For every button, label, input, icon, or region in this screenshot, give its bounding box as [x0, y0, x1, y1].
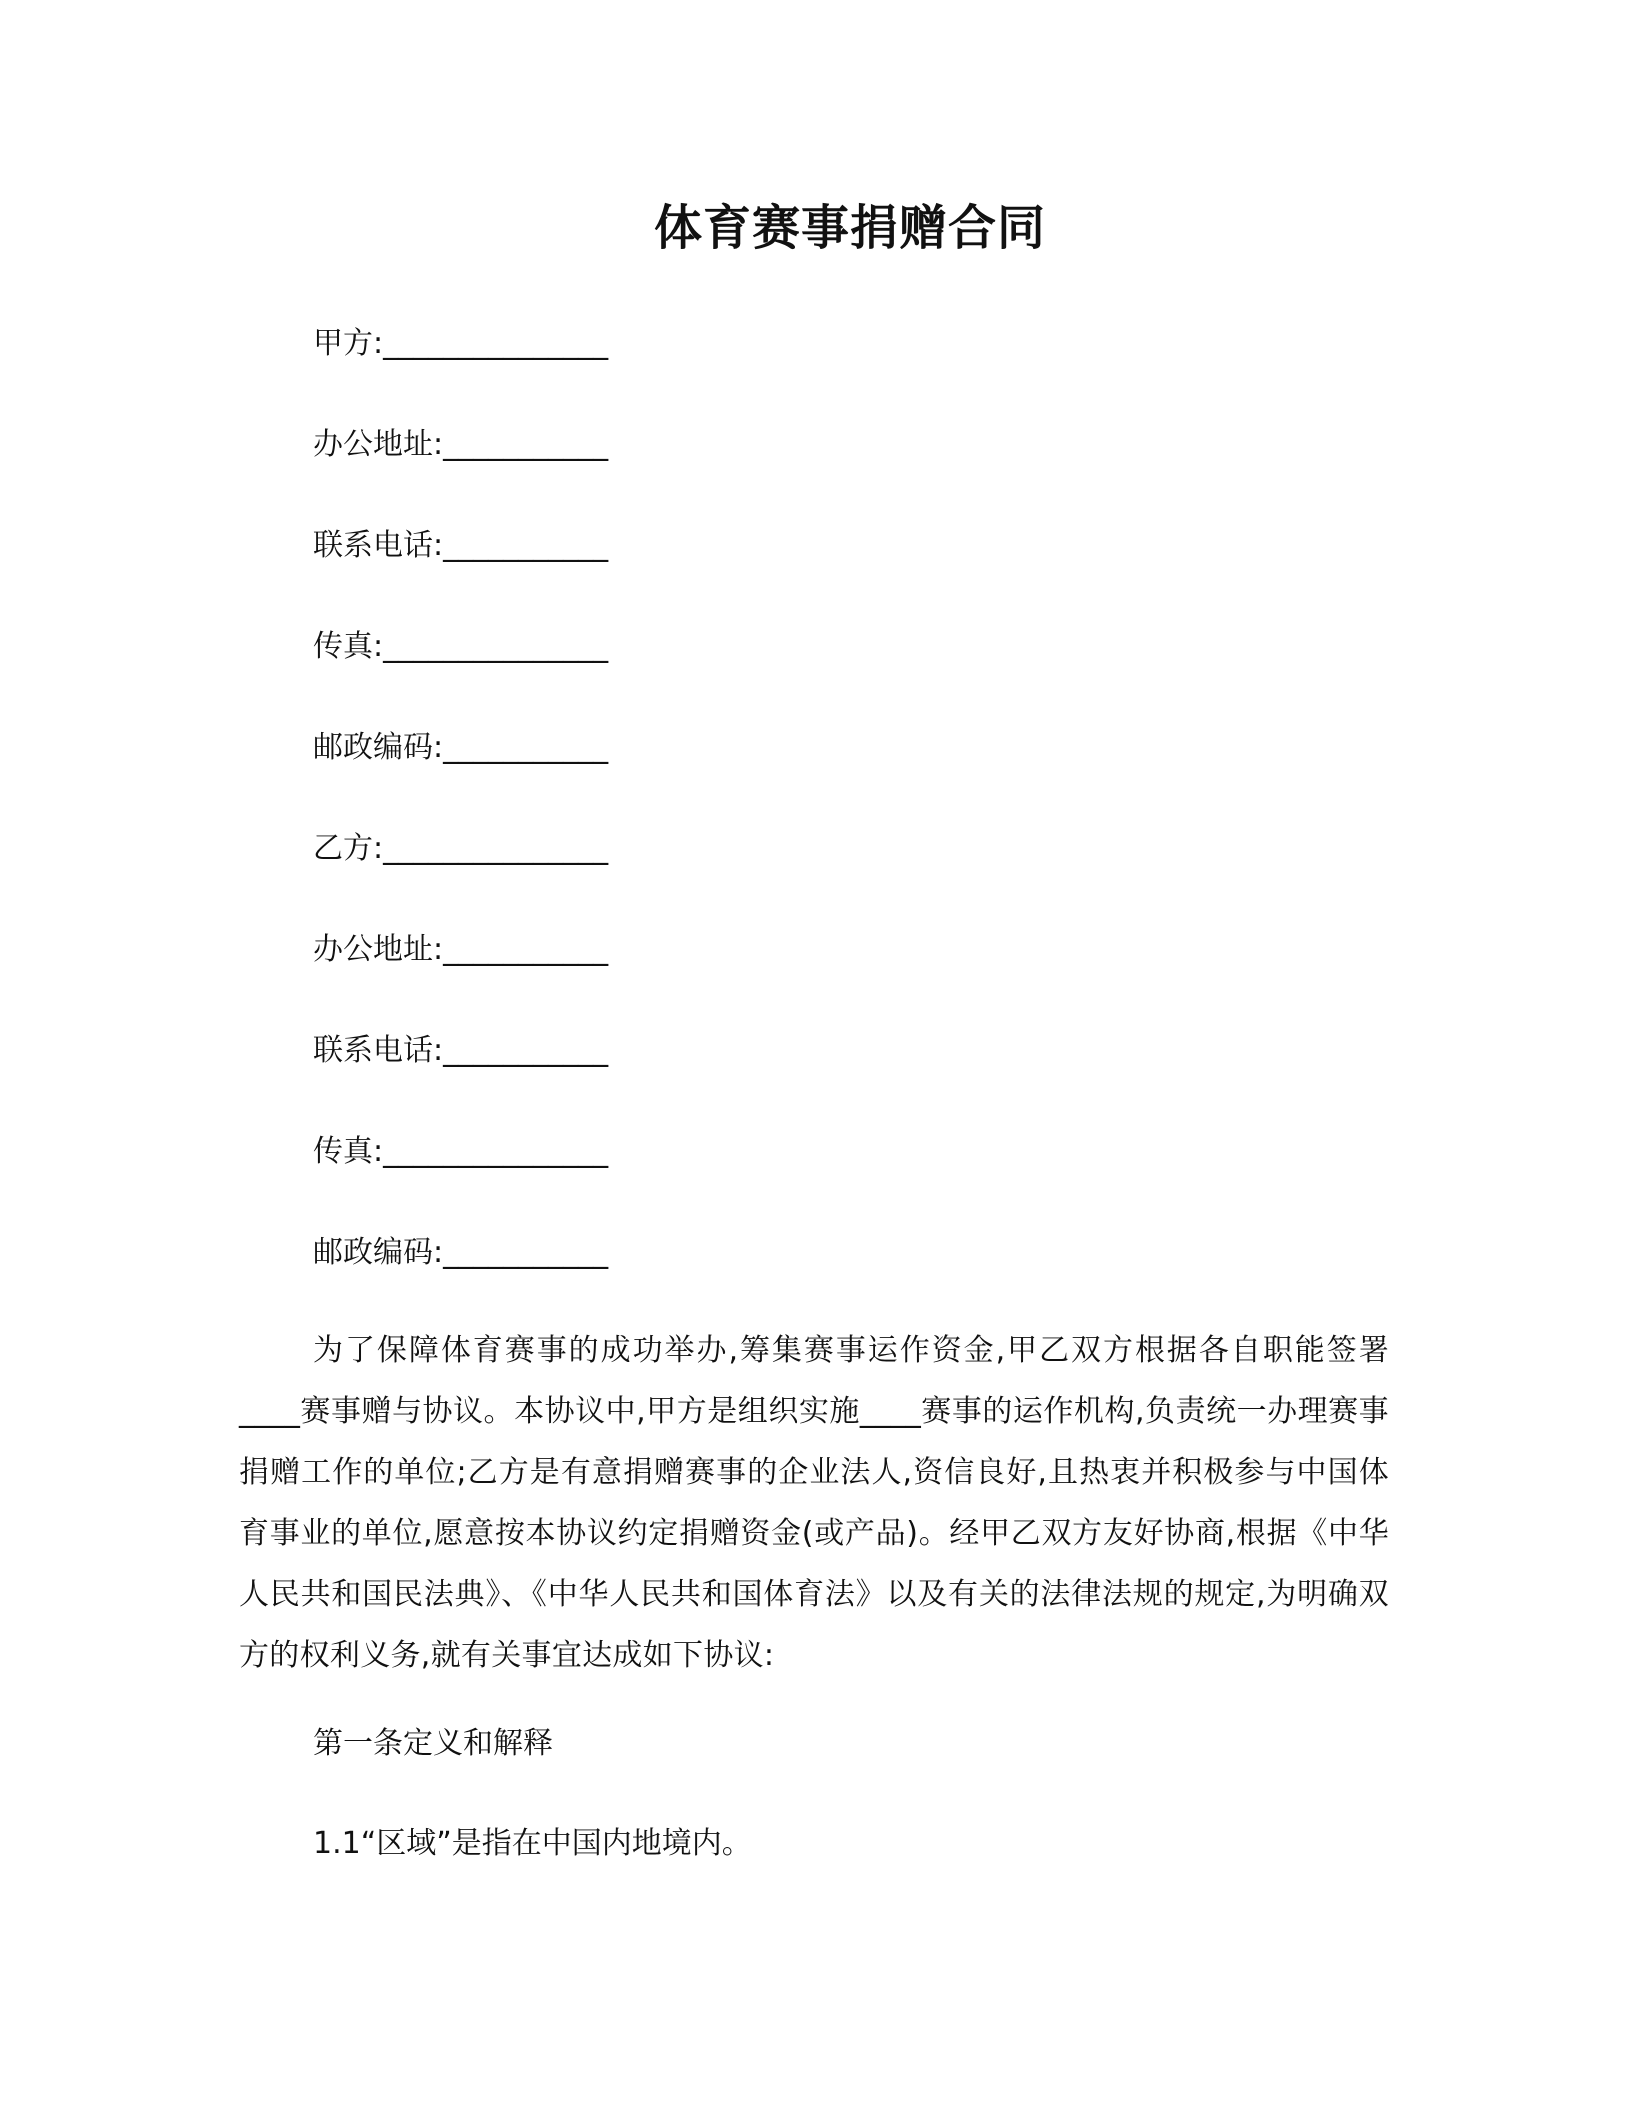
party-b-address-field: 办公地址:___________	[313, 932, 609, 967]
party-a-postcode-field: 邮政编码:___________	[313, 730, 609, 765]
party-b-name-field: 乙方:_______________	[313, 831, 609, 866]
article-1-heading: 第一条定义和解释	[313, 1726, 553, 1761]
party-a-name-field: 甲方:_______________	[313, 326, 609, 361]
party-b-postcode-field: 邮政编码:___________	[313, 1235, 609, 1270]
document-title: 体育赛事捐赠合同	[653, 200, 1046, 256]
party-a-phone-field: 联系电话:___________	[313, 528, 609, 563]
party-info-fields	[313, 322, 608, 1332]
party-b-fax-field: 传真:_______________	[313, 1134, 609, 1169]
party-b-phone-field: 联系电话:___________	[313, 1033, 609, 1068]
party-a-address-field: 办公地址:___________	[313, 427, 609, 462]
preamble-paragraph: 为了保障体育赛事的成功举办,筹集赛事运作资金,甲乙双方根据各自职能签署____赛事赠与协议。本协议中,甲方是组织实施____赛事的运作机构,负责统一办理赛事捐赠工作的单位;乙方是有意捐赠赛事的企业法人,资信良好,且热衷并积极参与中国体育事业的单位,愿意按本协议约定捐赠资金(或产品)。经甲乙双方友好协商,根据《中华人民共和国民法典》、《中华人民共和国体育法》以及有关的法律法规的规定,为明确双方的权利义务,就有关事宜达成如下协议:	[239, 1333, 1389, 1673]
clause-1-1: 1.1“区域”是指在中国内地境内。	[313, 1826, 752, 1861]
party-a-fax-field: 传真:_______________	[313, 629, 609, 664]
